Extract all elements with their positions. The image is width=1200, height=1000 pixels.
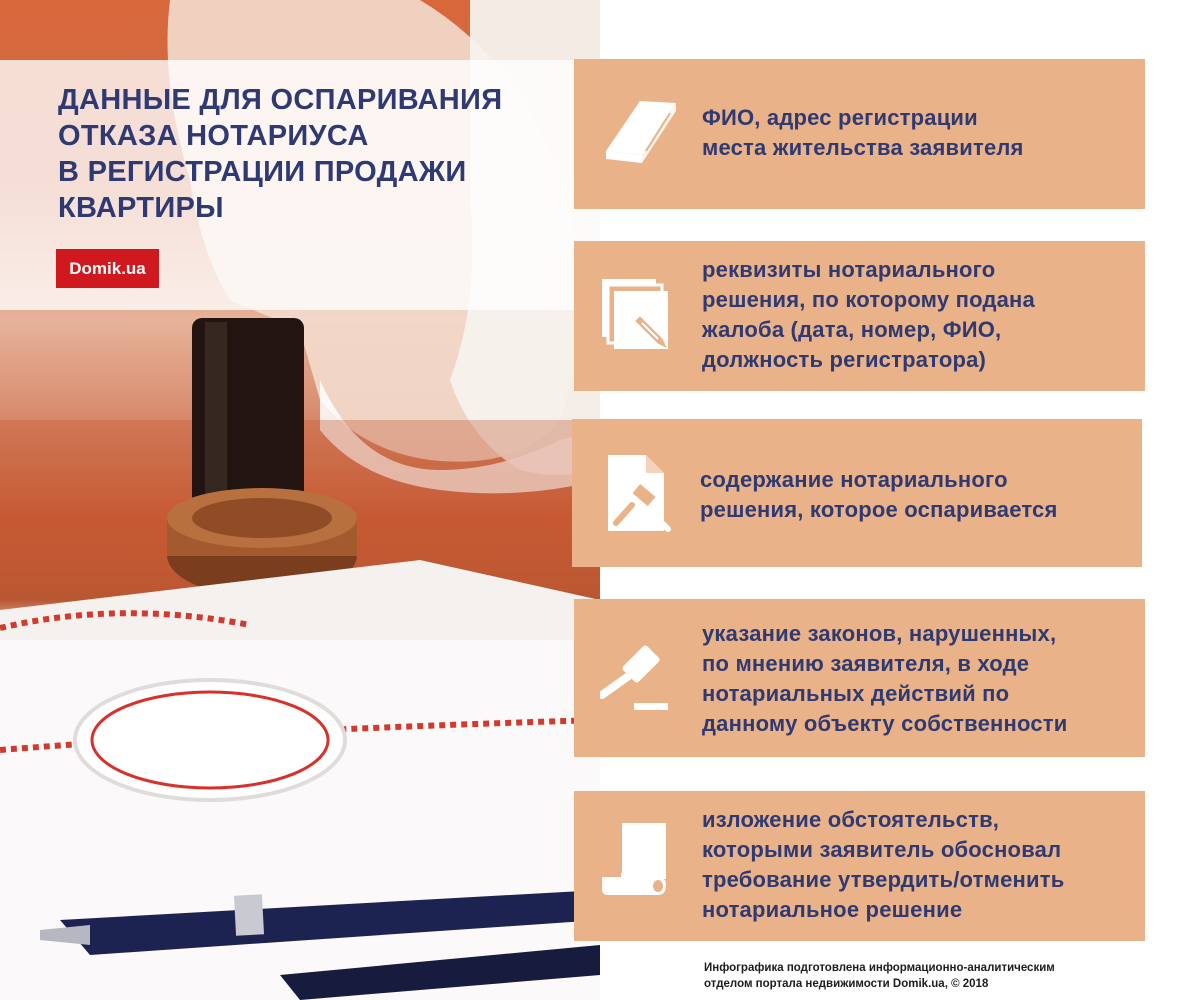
info-card-1 (574, 59, 1145, 209)
scroll-icon (600, 823, 680, 903)
info-card-text: изложение обстоятельств, которыми заявитель обосновал требование утвердить/отменить нотариальное решение (702, 807, 1065, 922)
info-card-5 (574, 791, 1145, 941)
info-card-2 (574, 241, 1145, 391)
info-card-text: содержание нотариального решения, которое оспаривается (700, 467, 1058, 522)
documents-pencil-icon (600, 273, 680, 353)
book-icon (600, 93, 680, 173)
footer-credit: Инфографика подготовлена информационно-аналитическим отделом портала недвижимости Domik.ua, © 2018 (704, 962, 1055, 990)
page-title: ДАННЫЕ ДЛЯ ОСПАРИВАНИЯ ОТКАЗА НОТАРИУСА В РЕГИСТРАЦИИ ПРОДАЖИ КВАРТИРЫ (58, 84, 503, 224)
info-card-text: ФИО, адрес регистрации места жительства заявителя (702, 105, 1024, 160)
info-card-text: реквизиты нотариального решения, по которому подана жалоба (дата, номер, ФИО, должность регистратора) (702, 257, 1035, 372)
document-gavel-icon (598, 453, 678, 533)
brand-badge: Domik.ua (56, 249, 159, 288)
info-card-4 (574, 599, 1145, 757)
info-card-text: указание законов, нарушенных, по мнению заявителя, в ходе нотариальных действий по данному объекту собственности (702, 621, 1068, 736)
gavel-icon (600, 639, 680, 719)
info-card-3 (572, 419, 1142, 567)
